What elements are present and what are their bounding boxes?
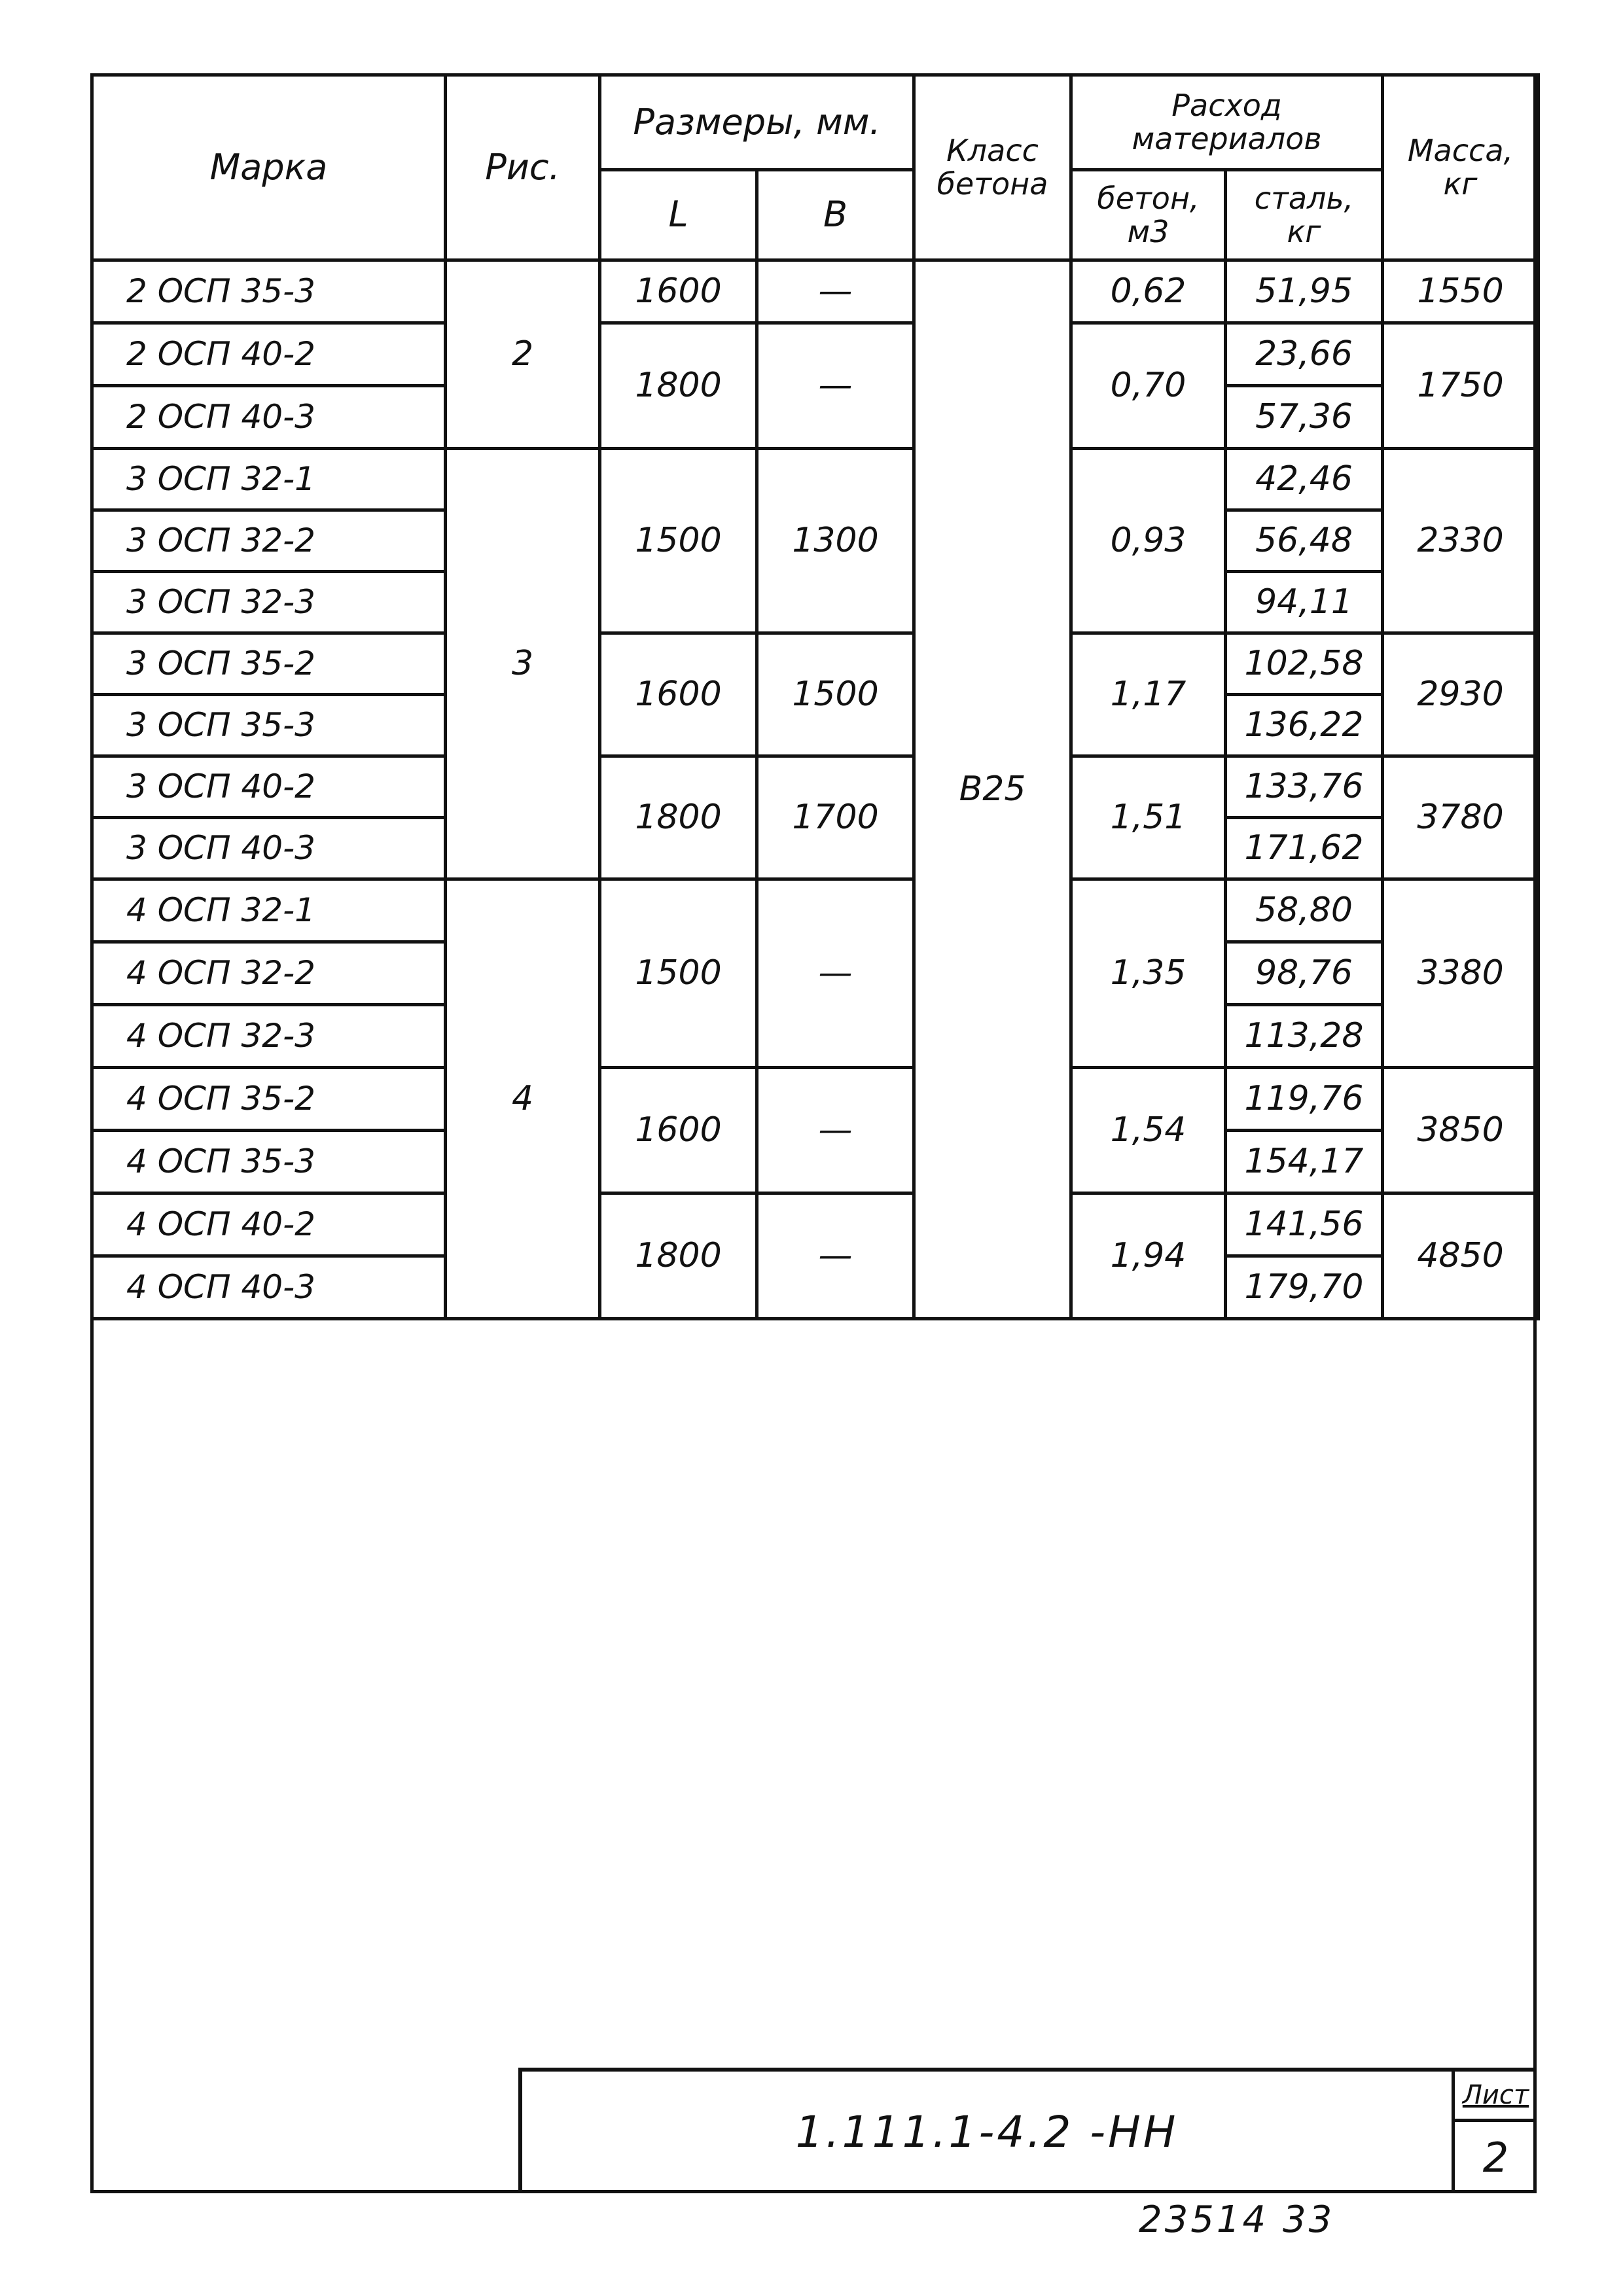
cell-steel: 133,76 <box>1226 756 1383 818</box>
cell-l: 1800 <box>600 1193 757 1319</box>
table-row <box>92 260 1539 323</box>
header-concrete: бетон, м3 <box>1071 170 1226 260</box>
cell-mark: 3 ОСП 35-3 <box>92 695 446 756</box>
header-dimensions: Размеры, мм. <box>600 75 914 170</box>
cell-steel: 57,36 <box>1226 386 1383 449</box>
cell-steel: 136,22 <box>1226 695 1383 756</box>
cell-mark: 3 ОСП 40-3 <box>92 818 446 879</box>
cell-mark: 3 ОСП 40-2 <box>92 756 446 818</box>
cell-mass: 2930 <box>1383 633 1539 756</box>
cell-concrete: 1,17 <box>1071 633 1226 756</box>
cell-concrete: 0,62 <box>1071 260 1226 323</box>
cell-steel: 171,62 <box>1226 818 1383 879</box>
cell-mark: 4 ОСП 40-2 <box>92 1193 446 1256</box>
cell-mark: 3 ОСП 35-2 <box>92 633 446 695</box>
cell-mark: 4 ОСП 35-2 <box>92 1068 446 1131</box>
header-mass: Масса, кг <box>1383 75 1539 260</box>
cell-steel: 23,66 <box>1226 323 1383 386</box>
table-row <box>92 756 1539 818</box>
cell-l: 1600 <box>600 633 757 756</box>
cell-l: 1500 <box>600 449 757 633</box>
table-row <box>92 323 1539 386</box>
document-code: 1.111.1-4.2 -НН <box>795 2107 1179 2157</box>
cell-steel: 51,95 <box>1226 260 1383 323</box>
cell-l: 1600 <box>600 1068 757 1193</box>
table-row <box>92 633 1539 695</box>
cell-l: 1800 <box>600 323 757 449</box>
cell-steel: 154,17 <box>1226 1131 1383 1193</box>
header-mark: Марка <box>92 75 446 260</box>
cell-fig: 2 <box>446 260 600 449</box>
cell-steel: 58,80 <box>1226 879 1383 942</box>
cell-b: 1300 <box>757 449 914 633</box>
cell-fig: 4 <box>446 879 600 1319</box>
cell-concrete: 1,35 <box>1071 879 1226 1068</box>
table-row <box>92 1068 1539 1131</box>
header-steel: сталь, кг <box>1226 170 1383 260</box>
cell-mark: 2 ОСП 35-3 <box>92 260 446 323</box>
cell-mass: 3780 <box>1383 756 1539 879</box>
cell-steel: 56,48 <box>1226 510 1383 572</box>
cell-mark: 4 ОСП 32-2 <box>92 942 446 1005</box>
table-row <box>92 879 1539 942</box>
sheet-label: Лист <box>1455 2072 1537 2122</box>
specification-table <box>90 73 1540 1320</box>
sheet-number-box <box>1452 2072 1537 2193</box>
cell-concrete: 1,51 <box>1071 756 1226 879</box>
cell-mass: 4850 <box>1383 1193 1539 1319</box>
cell-steel: 141,56 <box>1226 1193 1383 1256</box>
cell-concrete: 1,94 <box>1071 1193 1226 1319</box>
cell-mass: 3380 <box>1383 879 1539 1068</box>
cell-mark: 4 ОСП 32-1 <box>92 879 446 942</box>
cell-steel: 179,70 <box>1226 1256 1383 1319</box>
cell-mark: 2 ОСП 40-3 <box>92 386 446 449</box>
cell-fig: 3 <box>446 449 600 879</box>
cell-mark: 3 ОСП 32-3 <box>92 572 446 633</box>
header-dim-l: L <box>600 170 757 260</box>
cell-mark: 4 ОСП 35-3 <box>92 1131 446 1193</box>
header-concrete-class: Класс бетона <box>914 75 1071 260</box>
cell-l: 1500 <box>600 879 757 1068</box>
header-dim-b: В <box>757 170 914 260</box>
cell-steel: 113,28 <box>1226 1005 1383 1068</box>
cell-b: — <box>757 323 914 449</box>
sheet-number: 2 <box>1482 2134 1509 2181</box>
archive-code: 23514 33 <box>1139 2199 1335 2241</box>
cell-steel: 102,58 <box>1226 633 1383 695</box>
cell-steel: 119,76 <box>1226 1068 1383 1131</box>
cell-mass: 1550 <box>1383 260 1539 323</box>
header-materials: Расход материалов <box>1071 75 1383 170</box>
title-block <box>518 2068 1537 2193</box>
cell-steel: 42,46 <box>1226 449 1383 510</box>
cell-concrete: 0,93 <box>1071 449 1226 633</box>
table-row <box>92 1193 1539 1256</box>
cell-mass: 2330 <box>1383 449 1539 633</box>
header-fig: Рис. <box>446 75 600 260</box>
cell-b: — <box>757 1193 914 1319</box>
cell-concrete: 0,70 <box>1071 323 1226 449</box>
cell-steel: 98,76 <box>1226 942 1383 1005</box>
cell-b: — <box>757 1068 914 1193</box>
cell-mass: 3850 <box>1383 1068 1539 1193</box>
cell-b: — <box>757 260 914 323</box>
cell-b: 1500 <box>757 633 914 756</box>
cell-concrete-class: В25 <box>914 260 1071 1319</box>
cell-l: 1800 <box>600 756 757 879</box>
cell-b: — <box>757 879 914 1068</box>
cell-l: 1600 <box>600 260 757 323</box>
cell-mass: 1750 <box>1383 323 1539 449</box>
cell-mark: 3 ОСП 32-1 <box>92 449 446 510</box>
cell-mark: 4 ОСП 32-3 <box>92 1005 446 1068</box>
cell-concrete: 1,54 <box>1071 1068 1226 1193</box>
cell-b: 1700 <box>757 756 914 879</box>
cell-steel: 94,11 <box>1226 572 1383 633</box>
cell-mark: 4 ОСП 40-3 <box>92 1256 446 1319</box>
cell-mark: 3 ОСП 32-2 <box>92 510 446 572</box>
cell-mark: 2 ОСП 40-2 <box>92 323 446 386</box>
table-row <box>92 449 1539 510</box>
